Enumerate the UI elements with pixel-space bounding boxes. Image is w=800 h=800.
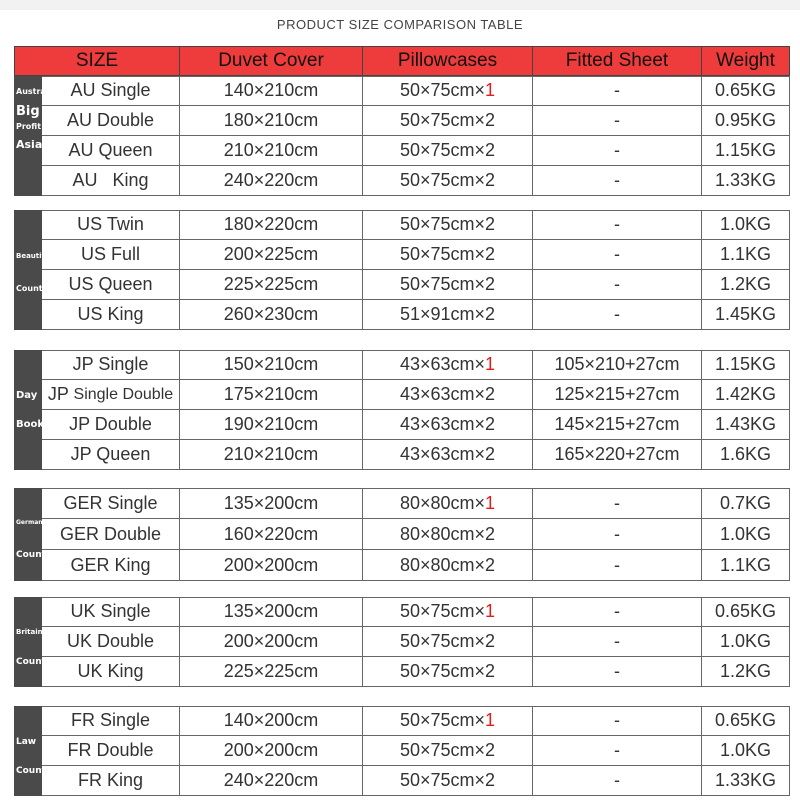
table-row	[14, 106, 790, 136]
pillowcase-size: 50×75cm×2	[399, 661, 496, 681]
region-side-bar	[14, 210, 45, 330]
fitted-sheet-cell: 125×215+27cm	[533, 380, 702, 410]
duvet-cover-cell: 190×210cm	[180, 410, 363, 440]
weight-cell: 1.43KG	[702, 410, 790, 440]
pillowcase-count-highlight: 1	[485, 710, 496, 730]
size-label: UK Single	[70, 601, 151, 621]
pillowcase-size: 43×63cm×2	[399, 444, 496, 464]
fitted-sheet-cell: -	[533, 706, 702, 736]
region-side-label: Profit	[16, 122, 42, 131]
pillowcases-cell	[363, 550, 533, 581]
weight-cell: 1.2KG	[702, 657, 790, 687]
pillowcase-size: 50×75cm×2	[399, 770, 496, 790]
size-group-0	[14, 76, 790, 196]
pillowcase-size: 50×75cm×2	[399, 244, 496, 264]
pillowcases-cell	[363, 657, 533, 687]
fitted-sheet-cell: 165×220+27cm	[533, 440, 702, 470]
size-label-small: Single Double	[73, 385, 174, 403]
pillowcase-size: 50×75cm×2	[399, 170, 496, 190]
fitted-sheet-cell: -	[533, 627, 702, 657]
region-side-bar	[14, 76, 49, 196]
size-label: AU King	[72, 170, 149, 190]
pillowcase-count-highlight: 1	[485, 601, 496, 621]
region-side-label: Germany	[16, 519, 47, 526]
size-label: GER Single	[63, 492, 158, 513]
pillowcase-size: 80×80cm×	[399, 492, 486, 513]
table-row	[14, 706, 790, 736]
fitted-sheet-cell: -	[533, 519, 702, 550]
weight-cell: 1.42KG	[702, 380, 790, 410]
pillowcases-cell	[363, 440, 533, 470]
size-label: US Full	[80, 244, 140, 264]
pillowcases-cell	[363, 488, 533, 519]
fitted-sheet-cell: -	[533, 166, 702, 196]
size-label: FR Double	[67, 740, 154, 760]
weight-cell: 0.95KG	[702, 106, 790, 136]
header-pillowcases: Pillowcases	[363, 46, 533, 76]
region-side-label: Asia	[16, 138, 43, 151]
table-row	[14, 210, 790, 240]
weight-cell: 1.33KG	[702, 166, 790, 196]
pillowcase-size: 50×75cm×2	[399, 740, 496, 760]
header-weight: Weight	[702, 46, 790, 76]
header-fitted-sheet: Fitted Sheet	[533, 46, 702, 76]
duvet-cover-cell: 240×220cm	[180, 166, 363, 196]
pillowcase-size: 50×75cm×2	[399, 274, 496, 294]
pillowcase-size: 50×75cm×	[399, 710, 486, 730]
pillowcases-cell	[363, 766, 533, 796]
region-side-label: Beautif	[16, 252, 45, 260]
size-label: US Queen	[68, 274, 153, 294]
size-label: FR King	[77, 770, 144, 790]
size-label: UK Double	[66, 631, 155, 651]
table-row	[14, 350, 790, 380]
pillowcases-cell	[363, 706, 533, 736]
weight-cell: 0.7KG	[702, 488, 790, 519]
pillowcase-size: 50×75cm×2	[399, 110, 496, 130]
duvet-cover-cell: 210×210cm	[180, 440, 363, 470]
pillowcases-cell	[363, 350, 533, 380]
weight-cell: 1.15KG	[702, 136, 790, 166]
fitted-sheet-cell: -	[533, 106, 702, 136]
region-side-label: Law	[16, 737, 37, 747]
pillowcase-size: 43×63cm×2	[399, 384, 496, 404]
size-label: US Twin	[77, 214, 144, 234]
pillowcase-size: 50×75cm×2	[399, 631, 496, 651]
region-side-bar	[14, 350, 45, 470]
table-row	[14, 166, 790, 196]
size-label: FR Single	[70, 710, 151, 730]
header-size: SIZE	[14, 46, 180, 76]
size-group-5	[14, 706, 790, 796]
size-group-4	[14, 597, 790, 687]
table-row	[14, 657, 790, 687]
table-row	[14, 736, 790, 766]
region-side-label: Book	[16, 419, 45, 430]
pillowcases-cell	[363, 519, 533, 550]
region-side-label: Countr	[16, 657, 51, 667]
region-side-bar	[14, 597, 51, 687]
table-row	[14, 519, 790, 550]
duvet-cover-cell: 200×225cm	[180, 240, 363, 270]
pillowcase-count-highlight: 1	[485, 492, 496, 513]
fitted-sheet-cell: -	[533, 736, 702, 766]
fitted-sheet-cell: -	[533, 270, 702, 300]
duvet-cover-cell: 135×200cm	[180, 597, 363, 627]
size-label: AU Single	[70, 80, 151, 100]
size-label: JP	[47, 384, 74, 404]
duvet-cover-cell: 160×220cm	[180, 519, 363, 550]
duvet-cover-cell: 240×220cm	[180, 766, 363, 796]
duvet-cover-cell: 225×225cm	[180, 657, 363, 687]
pillowcase-size: 80×80cm×2	[399, 554, 496, 575]
fitted-sheet-cell: -	[533, 210, 702, 240]
pillowcases-cell	[363, 106, 533, 136]
top-divider	[0, 0, 800, 10]
weight-cell: 1.45KG	[702, 300, 790, 330]
pillowcases-cell	[363, 410, 533, 440]
weight-cell: 1.1KG	[702, 550, 790, 581]
duvet-cover-cell: 260×230cm	[180, 300, 363, 330]
page-title: PRODUCT SIZE COMPARISON TABLE	[276, 17, 524, 32]
pillowcases-cell	[363, 210, 533, 240]
weight-cell: 1.0KG	[702, 627, 790, 657]
fitted-sheet-cell: -	[533, 300, 702, 330]
size-label: GER King	[70, 554, 151, 575]
weight-cell: 1.0KG	[702, 210, 790, 240]
fitted-sheet-cell: -	[533, 240, 702, 270]
size-label: AU Double	[66, 110, 155, 130]
table-row	[14, 550, 790, 581]
fitted-sheet-cell: 105×210+27cm	[533, 350, 702, 380]
size-label: JP Queen	[70, 444, 151, 464]
region-side-label: Countr	[16, 766, 51, 776]
duvet-cover-cell: 210×210cm	[180, 136, 363, 166]
size-label: AU Queen	[68, 140, 153, 160]
size-group-3	[14, 488, 790, 581]
weight-cell: 1.0KG	[702, 519, 790, 550]
pillowcases-cell	[363, 240, 533, 270]
duvet-cover-cell: 140×200cm	[180, 706, 363, 736]
table-row	[14, 597, 790, 627]
pillowcase-size: 50×75cm×	[399, 80, 486, 100]
pillowcases-cell	[363, 136, 533, 166]
table-row	[14, 410, 790, 440]
region-side-label: Austral	[16, 87, 49, 96]
region-side-label: Day	[16, 390, 38, 401]
table-row	[14, 380, 790, 410]
fitted-sheet-cell: -	[533, 488, 702, 519]
region-side-label: Countr	[16, 550, 51, 560]
pillowcase-size: 51×91cm×2	[399, 304, 496, 324]
fitted-sheet-cell: -	[533, 136, 702, 166]
table-header	[14, 46, 790, 76]
weight-cell: 1.0KG	[702, 736, 790, 766]
region-side-label: Big	[16, 104, 40, 119]
table-row	[14, 766, 790, 796]
size-label: JP Single	[72, 354, 149, 374]
weight-cell: 0.65KG	[702, 706, 790, 736]
fitted-sheet-cell: -	[533, 657, 702, 687]
duvet-cover-cell: 180×220cm	[180, 210, 363, 240]
fitted-sheet-cell: -	[533, 597, 702, 627]
fitted-sheet-cell: 145×215+27cm	[533, 410, 702, 440]
pillowcase-size: 50×75cm×2	[399, 140, 496, 160]
duvet-cover-cell: 200×200cm	[180, 550, 363, 581]
duvet-cover-cell: 180×210cm	[180, 106, 363, 136]
weight-cell: 1.2KG	[702, 270, 790, 300]
header-duvet-cover: Duvet Cover	[180, 46, 363, 76]
size-label: UK King	[77, 661, 144, 681]
pillowcase-count-highlight: 1	[485, 354, 496, 374]
weight-cell: 1.6KG	[702, 440, 790, 470]
pillowcases-cell	[363, 270, 533, 300]
duvet-cover-cell: 200×200cm	[180, 627, 363, 657]
region-side-label: Count	[16, 284, 43, 293]
weight-cell: 1.33KG	[702, 766, 790, 796]
table-row	[14, 488, 790, 519]
region-side-label: Britain	[16, 628, 43, 636]
pillowcase-count-highlight: 1	[485, 80, 496, 100]
duvet-cover-cell: 140×210cm	[180, 76, 363, 106]
pillowcase-size: 43×63cm×2	[399, 414, 496, 434]
size-label: GER Double	[59, 523, 162, 544]
region-side-bar	[14, 488, 51, 581]
size-label: JP Double	[69, 414, 152, 434]
pillowcases-cell	[363, 627, 533, 657]
fitted-sheet-cell: -	[533, 76, 702, 106]
size-label: US King	[77, 304, 144, 324]
pillowcases-cell	[363, 300, 533, 330]
pillowcases-cell	[363, 597, 533, 627]
weight-cell: 1.15KG	[702, 350, 790, 380]
weight-cell: 0.65KG	[702, 597, 790, 627]
pillowcase-size: 50×75cm×2	[399, 214, 496, 234]
size-group-1	[14, 210, 790, 330]
weight-cell: 1.1KG	[702, 240, 790, 270]
weight-cell: 0.65KG	[702, 76, 790, 106]
size-group-2	[14, 350, 790, 470]
table-row	[14, 76, 790, 106]
table-row	[14, 627, 790, 657]
pillowcase-size: 80×80cm×2	[399, 523, 496, 544]
pillowcase-size: 43×63cm×	[399, 354, 486, 374]
pillowcases-cell	[363, 736, 533, 766]
fitted-sheet-cell: -	[533, 550, 702, 581]
table-row	[14, 270, 790, 300]
fitted-sheet-cell: -	[533, 766, 702, 796]
duvet-cover-cell: 175×210cm	[180, 380, 363, 410]
pillowcases-cell	[363, 380, 533, 410]
table-row	[14, 440, 790, 470]
duvet-cover-cell: 200×200cm	[180, 736, 363, 766]
pillowcases-cell	[363, 166, 533, 196]
pillowcases-cell	[363, 76, 533, 106]
duvet-cover-cell: 135×200cm	[180, 488, 363, 519]
duvet-cover-cell: 225×225cm	[180, 270, 363, 300]
region-side-bar	[14, 706, 51, 796]
pillowcase-size: 50×75cm×	[399, 601, 486, 621]
table-row	[14, 136, 790, 166]
table-row	[14, 300, 790, 330]
duvet-cover-cell: 150×210cm	[180, 350, 363, 380]
table-row	[14, 240, 790, 270]
